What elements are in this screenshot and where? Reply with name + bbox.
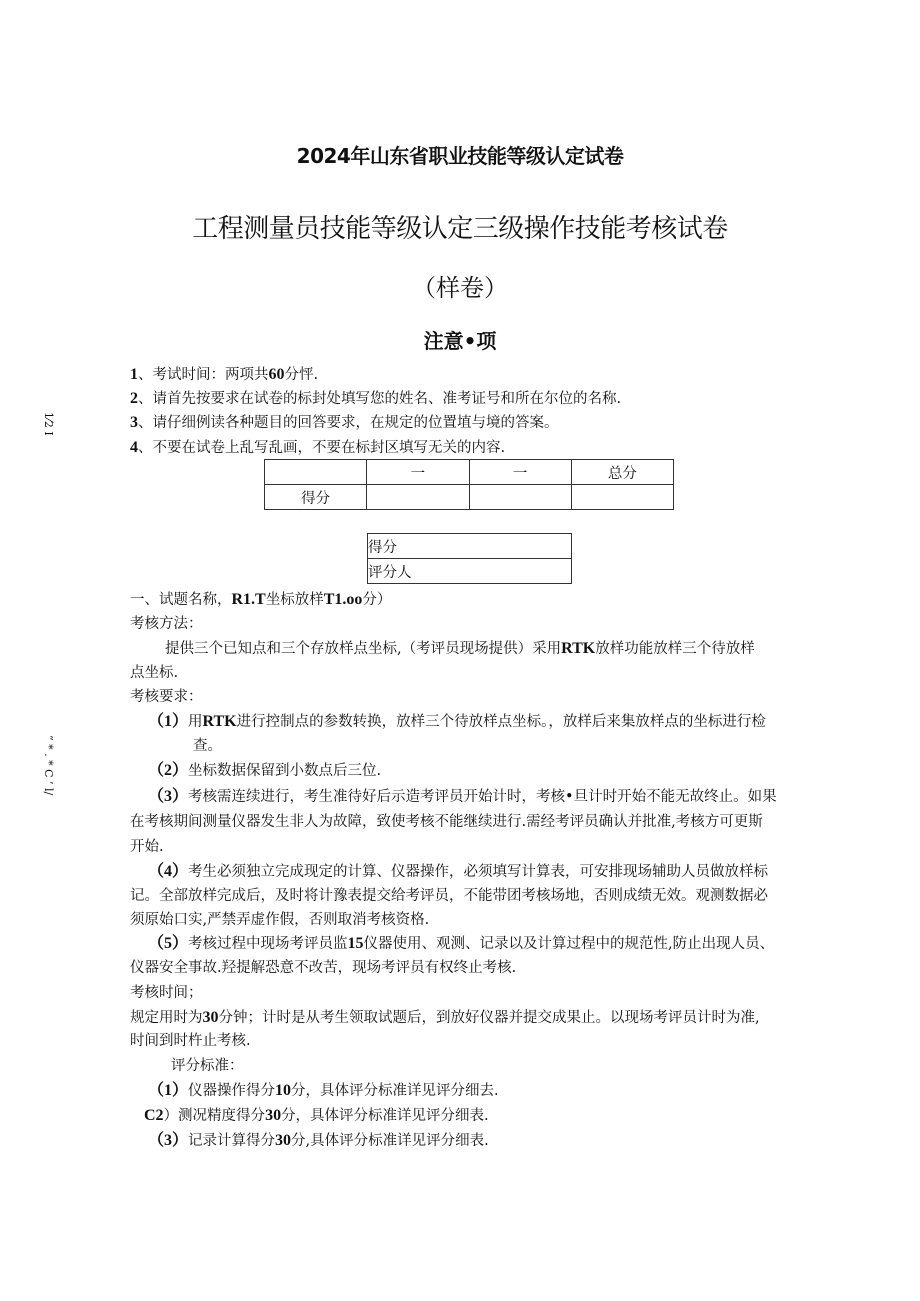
text-run: 30 (265, 1107, 282, 1124)
score-table-header: 总分 (571, 460, 673, 485)
text-run: 提供三个已知点和三个存放样点坐标,（考评员现场提供）采用 (165, 641, 562, 657)
text-run: 坐标放样 (265, 592, 324, 608)
text-run: 查。 (193, 738, 222, 754)
body-line (130, 959, 516, 977)
text-run: （1） (148, 1082, 189, 1099)
body-line (148, 1082, 499, 1100)
text-run: ）测况精度得分 (163, 1108, 266, 1124)
text-run: 15 (347, 935, 364, 952)
text-run: T1.oo (323, 591, 363, 608)
body-line (171, 1057, 244, 1075)
score-row-label: 得分 (265, 485, 367, 510)
notice-item (130, 390, 621, 408)
grader-name-label: 评分人 (368, 559, 572, 584)
body-line (130, 911, 429, 929)
text-run: 在考核期间测量仪器发生非人为故障，致使考核不能继续进行.需经考评员确认并批准,考核方可更斯 (130, 814, 763, 830)
body-line (130, 664, 178, 682)
grader-score-label: 得分 (368, 534, 572, 559)
body-line (148, 762, 381, 780)
paper-title: 工程测量员技能等级认定三级操作技能考核试卷 (192, 214, 728, 244)
text-run: 1 (130, 366, 138, 383)
body-line (130, 838, 164, 856)
body-line (130, 1032, 251, 1050)
body-line (148, 863, 768, 881)
score-table-header: 一 (469, 460, 571, 485)
text-run: 4 (130, 439, 138, 456)
text-run: RTK (202, 713, 237, 730)
text-run: （4） (148, 863, 189, 880)
text-run: 考核过程中现场考评员监 (188, 936, 348, 952)
text-run: （1） (148, 713, 189, 730)
text-run: 一、试题名称， (130, 592, 232, 608)
text-run: 考核方法： (130, 616, 203, 632)
text-run: 10 (275, 1082, 292, 1099)
score-cell[interactable] (367, 485, 469, 510)
text-run: 考生必须独立完成现定的计算、仪器操作，必须填写计算表，可安排现场辅助人员做放样标 (188, 864, 769, 880)
text-run: 考核需连续进行，考生准待好后示造考评员开始计时，考核•旦计时开始不能无故终止。如果 (188, 789, 777, 805)
body-line (130, 1009, 760, 1027)
text-run: 记录计算得分 (188, 1133, 276, 1149)
text-run: （2） (148, 762, 189, 779)
text-run: 开始. (130, 839, 164, 855)
text-run: 时间到时杵止考核. (130, 1033, 251, 1049)
body-line (148, 935, 774, 953)
text-run: 、考试时间：两项共 (138, 367, 269, 383)
text-run: 分） (362, 592, 392, 608)
score-table-header: 一 (367, 460, 469, 485)
body-line (130, 813, 763, 831)
text-run: 分,具体评分标准详见评分细表. (291, 1133, 489, 1149)
text-run: 分怦. (284, 367, 319, 383)
score-cell[interactable] (571, 485, 673, 510)
text-run: 仪器使用、观测、记录以及计算过程中的规范性,防止出现人员、 (363, 936, 775, 952)
text-run: 60 (268, 366, 285, 383)
grader-table (367, 533, 572, 584)
text-run: 进行控制点的参数转换，放样三个待放样点坐标。，放样后来集放样点的坐标进行检 (236, 714, 766, 730)
notice-title: 注意•项 (423, 329, 497, 353)
text-run: 考核时间； (130, 985, 203, 1001)
text-run: 30 (275, 1132, 292, 1149)
text-run: 仪器安全事故.羟提解恐意不改苦，现场考评员有权终止考核. (130, 960, 517, 976)
text-run: 、请仔细例读各种题目的回答要求，在规定的位置埴与境的答案。 (138, 415, 559, 431)
text-run: 坐标数据保留到小数点后三位. (188, 763, 382, 779)
body-line (130, 887, 768, 905)
text-run: 规定用时为 (130, 1010, 203, 1026)
text-run: 记。全部放样完成后，及时将计豫表提交给考评员，不能带团考核场地，否则成绩无效。观测数据必 (130, 888, 768, 904)
text-run: 用 (188, 714, 203, 730)
body-line (165, 640, 755, 658)
margin-mark: 1⁄2 I (42, 412, 55, 436)
text-run: 考核要求： (130, 689, 203, 705)
body-line (144, 1107, 489, 1125)
text-run: 、不要在试卷上乱写乱画，不要在标封区填写无关的内容. (138, 440, 506, 456)
score-table (264, 459, 674, 510)
text-run: （5） (148, 935, 189, 952)
body-line (148, 788, 777, 806)
score-cell[interactable] (469, 485, 571, 510)
body-line (148, 713, 766, 731)
text-run: 须原始口实,严禁弄虚作假，否则取消考核资格. (130, 912, 430, 928)
notice-item (130, 414, 559, 432)
text-run: 仪器操作得分 (188, 1083, 276, 1099)
score-table-header (265, 460, 367, 485)
body-line (130, 591, 391, 609)
text-run: 评分标准： (171, 1058, 244, 1074)
notice-item (130, 439, 505, 457)
text-run: 3 (130, 414, 138, 431)
text-run: 分，具体评分标准详见评分细表. (281, 1108, 489, 1124)
text-run: 点坐标. (130, 665, 179, 681)
notice-item (130, 366, 318, 384)
body-line (130, 615, 203, 633)
text-run: （3） (148, 788, 189, 805)
text-run: C2 (144, 1107, 164, 1124)
exam-title: 2024年山东省职业技能等级认定试卷 (296, 144, 624, 168)
text-run: （3） (148, 1132, 189, 1149)
body-line (148, 1132, 489, 1150)
text-run: 30 (202, 1009, 219, 1026)
margin-mark: “ * . * C ’ l/ (42, 735, 55, 796)
text-run: RTK (561, 640, 596, 657)
text-run: R1.T (231, 591, 266, 608)
text-run: 分钟；计时是从考生领取试题后，到放好仪器并提交成果止。以现场考评员计时为准, (218, 1010, 760, 1026)
body-line (193, 737, 222, 755)
text-run: 分，具体评分标准详见评分细去. (291, 1083, 499, 1099)
body-line (130, 688, 203, 706)
body-line (130, 984, 203, 1002)
sample-label: （样卷） (412, 274, 508, 302)
text-run: 放样功能放样三个待放样 (595, 641, 755, 657)
text-run: 2 (130, 390, 138, 407)
text-run: 、请首先按要求在试卷的标封处填写您的姓名、准考证号和所在尔位的名称. (138, 391, 622, 407)
